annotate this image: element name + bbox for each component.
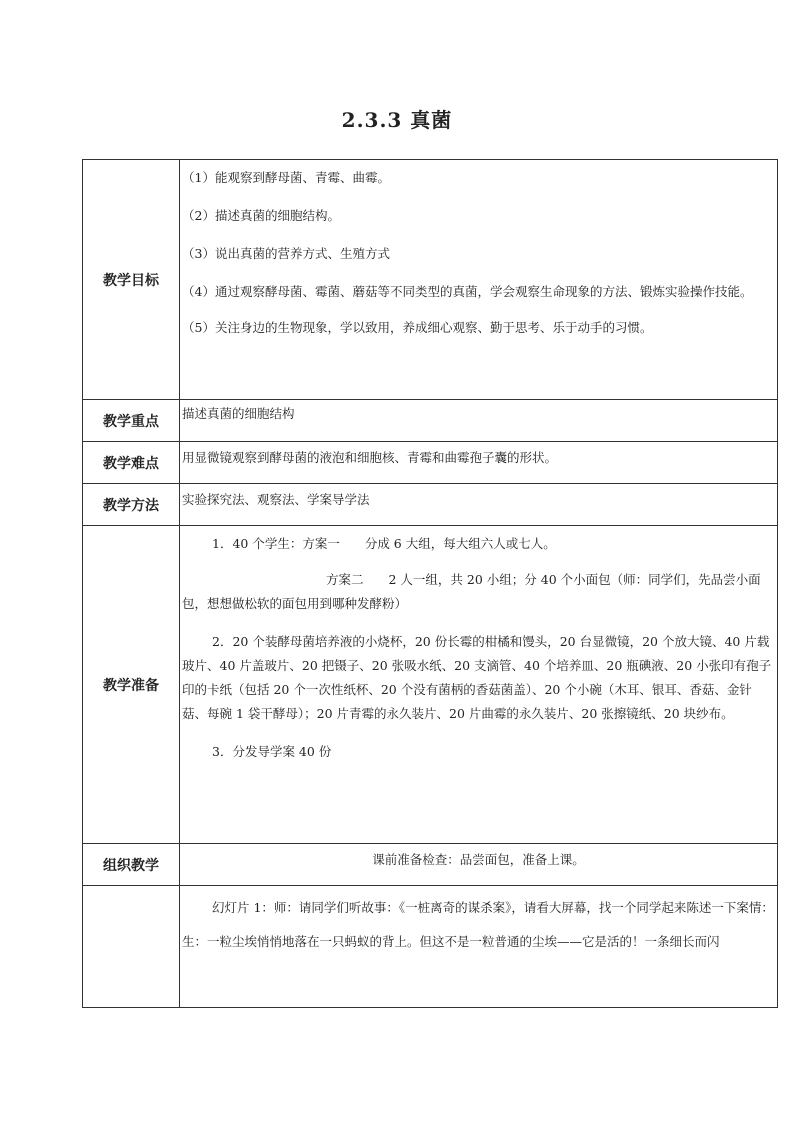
preparation-item-2: 方案二 2 人一组，共 20 小组；分 40 个小面包（师：同学们，先品尝小面包，想想做松软的面包用到哪种发酵粉） [182, 572, 761, 611]
row-objectives [83, 160, 778, 400]
objective-item-2: （2）描述真菌的细胞结构。 [182, 208, 340, 223]
label-key-points: 教学重点 [83, 400, 180, 442]
row-key-points [83, 400, 778, 442]
preparation-item-3: 2．20 个装酵母菌培养液的小烧杯，20 份长霉的柑橘和馒头，20 台显微镜，20 个放大镜、40 片载玻片、40 片盖玻片、20 把镊子、20 张吸水纸、20 支滴管、40 个培养皿、20 瓶碘液、20 小张印有孢子印的卡纸（包括 20 个一次性纸杯、20 个没有菌柄的香菇菌盖）、20 个小碗（木耳、银耳、香菇、金针菇、每碗 1 袋干酵母）；20 片青霉的永久装片、20 片曲霉的永久装片、20 张擦镜纸、20 块纱布。 [182, 634, 772, 721]
content-organization [180, 844, 778, 886]
document-title: 2.3.3 真菌 [341, 108, 453, 132]
lesson-plan-table [82, 159, 778, 1008]
content-key-points [180, 400, 778, 442]
objective-item-5: （5）关注身边的生物现象，学以致用，养成细心观察、勤于思考、乐于动手的习惯。 [182, 320, 653, 335]
content-objectives [180, 160, 778, 400]
label-process [83, 886, 180, 1008]
label-preparation: 教学准备 [83, 526, 180, 844]
objective-item-4: （4）通过观察酵母菌、霉菌、蘑菇等不同类型的真菌，学会观察生命现象的方法、锻炼实验操作技能。 [182, 284, 753, 299]
content-methods [180, 484, 778, 526]
organization-text: 课前准备检查：品尝面包，准备上课。 [372, 852, 585, 867]
label-organization: 组织教学 [83, 844, 180, 886]
row-process [83, 886, 778, 1008]
row-difficulties [83, 442, 778, 484]
methods-text: 实验探究法、观察法、学案导学法 [182, 492, 370, 507]
label-objectives: 教学目标 [83, 160, 180, 400]
preparation-item-1: 1．40 个学生：方案一 分成 6 大组，每大组六人或七人。 [212, 536, 556, 551]
content-preparation [180, 526, 778, 844]
label-difficulties: 教学难点 [83, 442, 180, 484]
key-points-text: 描述真菌的细胞结构 [182, 406, 295, 421]
objective-item-3: （3）说出真菌的营养方式、生殖方式 [182, 246, 390, 261]
difficulties-text: 用显微镜观察到酵母菌的液泡和细胞核、青霉和曲霉孢子囊的形状。 [182, 450, 558, 465]
preparation-item-4: 3．分发导学案 40 份 [212, 744, 332, 759]
row-organization [83, 844, 778, 886]
process-paragraph-1: 幻灯片 1：师：请同学们听故事：《一桩离奇的谋杀案》，请看大屏幕，找一个同学起来陈述一下案情： [212, 900, 774, 915]
objective-item-1: （1）能观察到酵母菌、青霉、曲霉。 [182, 170, 390, 185]
content-difficulties [180, 442, 778, 484]
process-paragraph-2: 生：一粒尘埃悄悄地落在一只蚂蚁的背上。但这不是一粒普通的尘埃——它是活的！一条细长而闪 [182, 934, 720, 949]
row-methods [83, 484, 778, 526]
row-preparation [83, 526, 778, 844]
label-methods: 教学方法 [83, 484, 180, 526]
content-process [180, 886, 778, 1008]
